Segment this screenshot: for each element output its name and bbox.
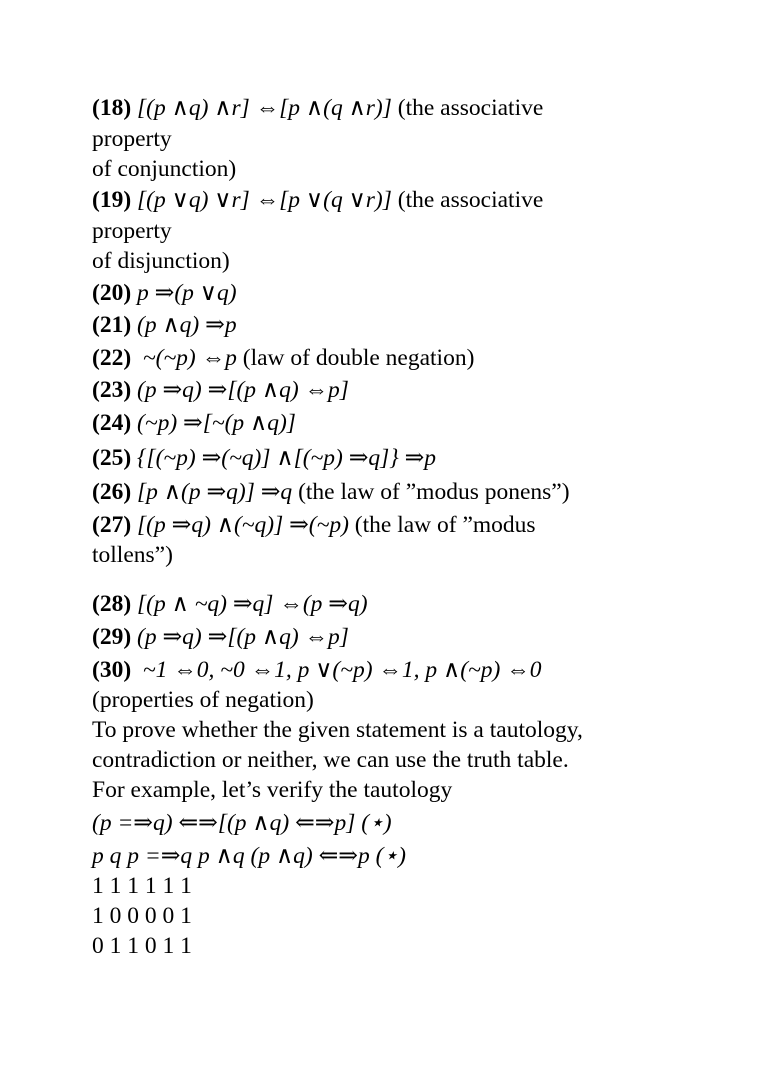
law-24-line bbox=[92, 408, 296, 438]
law-number: (23) bbox=[92, 377, 132, 403]
law-20-line bbox=[92, 278, 237, 308]
law-18-line bbox=[92, 93, 543, 123]
law-number: (27) bbox=[92, 512, 132, 538]
law-23-line bbox=[92, 375, 349, 405]
law-formula: [(p ⇒q) ∧(~q)] ⇒(~p) bbox=[137, 512, 349, 538]
text-line: of conjunction) bbox=[92, 156, 237, 182]
law-number: (19) bbox=[92, 187, 132, 213]
law-22-line bbox=[92, 343, 474, 373]
law-27-line bbox=[92, 510, 536, 540]
law-formula: [(p ∧q) ∧r] ⇔[p ∧(q ∧r)] bbox=[137, 95, 392, 121]
law-19-line bbox=[92, 185, 543, 215]
law-description: (law of double negation) bbox=[236, 345, 475, 371]
law-formula: ~(~p) ⇔p bbox=[137, 345, 237, 371]
law-formula: [(p ∨q) ∨r] ⇔[p ∨(q ∨r)] bbox=[137, 187, 392, 213]
law-number: (26) bbox=[92, 479, 132, 505]
text-line: property bbox=[92, 218, 172, 244]
law-21-line bbox=[92, 310, 237, 340]
text-line: of disjunction) bbox=[92, 248, 230, 274]
truth-table-row: 0 1 1 0 1 1 bbox=[92, 933, 192, 959]
text-line: tollens”) bbox=[92, 542, 173, 568]
law-formula: (p ∧q) ⇒p bbox=[137, 312, 237, 338]
truth-table-header: p q p =⇒q p ∧q (p ∧q) ⇐⇒p (⋆) bbox=[92, 843, 406, 869]
law-28-line bbox=[92, 589, 368, 619]
law-formula: [p ∧(p ⇒q)] ⇒q bbox=[137, 479, 293, 505]
law-number: (29) bbox=[92, 624, 132, 650]
law-formula: (~p) ⇒[~(p ∧q)] bbox=[137, 410, 296, 436]
law-number: (24) bbox=[92, 410, 132, 436]
law-formula: {[(~p) ⇒(~q)] ∧[(~p) ⇒q]} ⇒p bbox=[137, 445, 437, 471]
law-description: (the associative bbox=[391, 187, 544, 213]
text-line: To prove whether the given statement is a tautology, bbox=[92, 717, 583, 743]
law-number: (21) bbox=[92, 312, 132, 338]
law-number: (20) bbox=[92, 280, 132, 306]
tautology-formula: (p =⇒q) ⇐⇒[(p ∧q) ⇐⇒p] (⋆) bbox=[92, 810, 392, 836]
law-formula: (p ⇒q) ⇒[(p ∧q) ⇔p] bbox=[137, 624, 349, 650]
law-formula: (p ⇒q) ⇒[(p ∧q) ⇔p] bbox=[137, 377, 349, 403]
law-formula: p ⇒(p ∨q) bbox=[137, 280, 237, 306]
text-line: property bbox=[92, 126, 172, 152]
law-30-line bbox=[92, 655, 541, 685]
law-description: (the law of ”modus bbox=[348, 512, 536, 538]
law-26-line bbox=[92, 477, 570, 507]
law-description: (the associative bbox=[391, 95, 544, 121]
truth-table-row: 1 0 0 0 0 1 bbox=[92, 903, 192, 929]
law-number: (18) bbox=[92, 95, 132, 121]
truth-table-row: 1 1 1 1 1 1 bbox=[92, 873, 192, 899]
law-number: (22) bbox=[92, 345, 132, 371]
law-number: (28) bbox=[92, 591, 132, 617]
law-number: (25) bbox=[92, 445, 132, 471]
law-25-line bbox=[92, 443, 436, 473]
text-line: For example, let’s verify the tautology bbox=[92, 777, 453, 803]
law-number: (30) bbox=[92, 657, 132, 683]
text-line: (properties of negation) bbox=[92, 687, 314, 713]
law-description: (the law of ”modus ponens”) bbox=[292, 479, 570, 505]
text-line: contradiction or neither, we can use the truth table. bbox=[92, 747, 569, 773]
law-29-line bbox=[92, 622, 349, 652]
law-formula: ~1 ⇔0, ~0 ⇔1, p ∨(~p) ⇔1, p ∧(~p) ⇔0 bbox=[137, 657, 542, 683]
law-formula: [(p ∧ ~q) ⇒q] ⇔(p ⇒q) bbox=[137, 591, 368, 617]
